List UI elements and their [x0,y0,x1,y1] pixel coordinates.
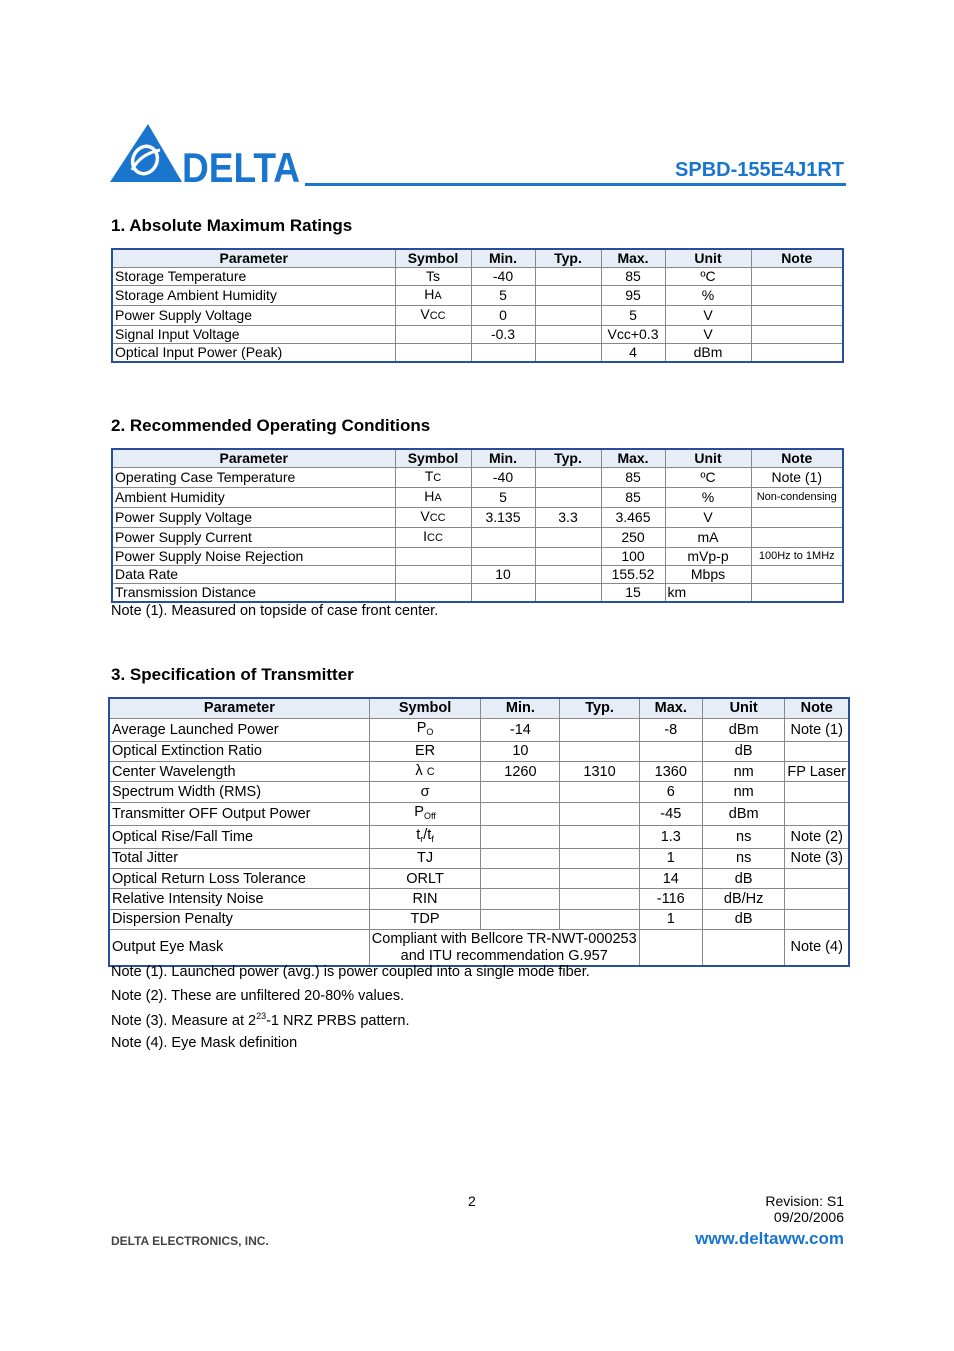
section3-note2: Note (2). These are unfiltered 20-80% values. [111,988,405,1004]
cell [395,566,471,584]
col-header: Typ. [560,698,639,718]
cell: λ C [369,762,481,782]
cell: Dispersion Penalty [109,909,369,929]
table-row [109,909,849,929]
cell: mA [665,528,751,548]
cell: $t_r/t_f$ [369,825,481,848]
cell [481,868,560,888]
cell: ºC [665,268,751,286]
cell: Operating Case Temperature [112,468,395,488]
cell: Optical Extinction Ratio [109,741,369,761]
cell: 0 [471,306,535,326]
transmitter-spec-table [108,697,850,967]
cell: 3.465 [601,508,665,528]
table-row [112,286,843,306]
col-header: Unit [665,449,751,468]
cell: dB [702,741,785,761]
cell: 1360 [639,762,702,782]
cell: 4 [601,344,665,363]
section2-title: 2. Recommended Operating Conditions [111,416,431,435]
cell [751,584,843,603]
company-name: DELTA ELECTRONICS, INC. [111,1234,269,1248]
cell: 14 [639,868,702,888]
cell: km [665,584,751,603]
col-header: Unit [665,249,751,268]
cell [535,584,601,603]
section3-note1: Note (1). Launched power (avg.) is power coupled into a single mode fiber. [111,964,590,980]
cell [702,929,785,966]
cell [785,802,849,825]
cell [535,548,601,566]
cell: V [665,508,751,528]
section1-title: 1. Absolute Maximum Ratings [111,216,353,235]
cell [785,889,849,909]
cell [639,741,702,761]
cell: 5 [471,286,535,306]
table-row [109,782,849,802]
cell: Optical Input Power (Peak) [112,344,395,363]
cell [785,909,849,929]
table-row [112,468,843,488]
header-rule [305,183,846,186]
cell: HA [395,286,471,306]
eye-mask-line1: Compliant with Bellcore TR-NWT-000253 [371,930,637,947]
cell: 5 [471,488,535,508]
cell [481,848,560,868]
eye-mask-line2: and ITU recommendation G.957 [400,947,608,964]
cell [751,286,843,306]
website-link[interactable]: www.deltaww.com [695,1229,844,1248]
cell: mVp-p [665,548,751,566]
cell: Optical Return Loss Tolerance [109,868,369,888]
col-header: Symbol [395,449,471,468]
cell: TC [395,468,471,488]
cell [395,326,471,344]
cell [560,782,639,802]
col-header: Note [785,698,849,718]
note3-text: -1 NRZ PRBS pattern. [266,1013,410,1029]
cell [535,468,601,488]
cell: Note (1) [785,718,849,741]
table-row [109,868,849,888]
cell: Relative Intensity Noise [109,889,369,909]
cell: Optical Rise/Fall Time [109,825,369,848]
cell: Transmission Distance [112,584,395,603]
cell: 3.3 [535,508,601,528]
cell: 10 [471,566,535,584]
cell [785,868,849,888]
cell: -14 [481,718,560,741]
cell: dB [702,909,785,929]
cell: 85 [601,488,665,508]
col-header: Note [751,249,843,268]
cell: HA [395,488,471,508]
cell: Center Wavelength [109,762,369,782]
cell [535,286,601,306]
cell: Ts [395,268,471,286]
cell [560,802,639,825]
cell: dBm [702,718,785,741]
cell: Data Rate [112,566,395,584]
cell: ER [369,741,481,761]
cell [751,566,843,584]
cell [560,825,639,848]
cell: -8 [639,718,702,741]
table-row [112,326,843,344]
cell: dBm [702,802,785,825]
cell [560,868,639,888]
cell: 1 [639,848,702,868]
cell: Power Supply Current [112,528,395,548]
cell: Total Jitter [109,848,369,868]
cell: Non-condensing [751,488,843,508]
cell: Transmitter OFF Output Power [109,802,369,825]
section3-note4: Note (4). Eye Mask definition [111,1035,298,1051]
cell: Storage Ambient Humidity [112,286,395,306]
cell [535,326,601,344]
cell: dBm [665,344,751,363]
cell: 155.52 [601,566,665,584]
cell: 6 [639,782,702,802]
table-row [112,528,843,548]
cell: FP Laser [785,762,849,782]
cell: -40 [471,468,535,488]
cell: Note (1) [751,468,843,488]
cell [535,268,601,286]
table-row [109,762,849,782]
table-row [109,802,849,825]
cell [560,718,639,741]
table-row [109,889,849,909]
section2-note: Note (1). Measured on topside of case front center. [111,603,439,619]
col-header: Max. [601,249,665,268]
cell: 95 [601,286,665,306]
cell [751,326,843,344]
cell [535,344,601,363]
col-header: Symbol [369,698,481,718]
table-row [109,848,849,868]
revision-block [765,1193,844,1225]
cell: ºC [665,468,751,488]
cell: 15 [601,584,665,603]
cell: 85 [601,268,665,286]
cell [560,909,639,929]
col-header: Typ. [535,449,601,468]
cell: ns [702,825,785,848]
col-header: Note [751,449,843,468]
cell: σ [369,782,481,802]
table-row [109,718,849,741]
cell [481,909,560,929]
table-row [112,306,843,326]
col-header: Unit [702,698,785,718]
absolute-max-ratings-table [111,248,844,363]
revision: Revision: S1 [765,1193,844,1209]
table-row [112,566,843,584]
cell: 100Hz to 1MHz [751,548,843,566]
cell [751,344,843,363]
model-number: SPBD-155E4J1RT [675,159,844,181]
cell: nm [702,782,785,802]
cell [395,548,471,566]
cell: 85 [601,468,665,488]
cell: ORLT [369,868,481,888]
cell [369,929,639,966]
cell: -116 [639,889,702,909]
cell: VCC [395,306,471,326]
cell: nm [702,762,785,782]
col-header: Symbol [395,249,471,268]
table-row [109,741,849,761]
cell: % [665,488,751,508]
cell [751,306,843,326]
cell [560,848,639,868]
cell: 1.3 [639,825,702,848]
note3-text: Note (3). Measure at 2 [111,1013,257,1029]
col-header: Parameter [112,449,395,468]
cell [785,782,849,802]
cell: Average Launched Power [109,718,369,741]
cell [751,268,843,286]
cell [481,889,560,909]
section3-title: 3. Specification of Transmitter [111,665,354,684]
note3-exponent: 23 [256,1011,267,1021]
table-row [109,929,849,966]
cell: Output Eye Mask [109,929,369,966]
col-header: Min. [481,698,560,718]
table-row [112,548,843,566]
cell: 3.135 [471,508,535,528]
cell: Vcc+0.3 [601,326,665,344]
cell: 1310 [560,762,639,782]
cell: -45 [639,802,702,825]
page-number: 2 [468,1193,476,1209]
cell: TJ [369,848,481,868]
cell: 100 [601,548,665,566]
cell [535,566,601,584]
cell: dB/Hz [702,889,785,909]
cell: Note (2) [785,825,849,848]
col-header: Max. [639,698,702,718]
cell: Mbps [665,566,751,584]
cell: 1260 [481,762,560,782]
cell: 5 [601,306,665,326]
cell [785,741,849,761]
cell: 1 [639,909,702,929]
cell [535,528,601,548]
cell: $P_{Off}$ [369,802,481,825]
cell: $P_O$ [369,718,481,741]
cell: V [665,326,751,344]
recommended-conditions-table [111,448,844,603]
cell: Signal Input Voltage [112,326,395,344]
cell [481,782,560,802]
section3-note3 [111,1011,410,1029]
cell [751,508,843,528]
cell [639,929,702,966]
cell: Spectrum Width (RMS) [109,782,369,802]
cell: -0.3 [471,326,535,344]
cell [751,528,843,548]
cell [395,584,471,603]
cell: TDP [369,909,481,929]
cell [535,306,601,326]
col-header: Min. [471,449,535,468]
cell: RIN [369,889,481,909]
cell: Storage Temperature [112,268,395,286]
cell [535,488,601,508]
cell: Power Supply Noise Rejection [112,548,395,566]
cell: -40 [471,268,535,286]
cell: Power Supply Voltage [112,306,395,326]
cell: V [665,306,751,326]
cell [395,344,471,363]
cell [560,889,639,909]
cell: Note (4) [785,929,849,966]
cell [471,344,535,363]
table-row [112,584,843,603]
delta-logo [110,124,302,191]
logo-wordmark: DELTA [182,144,300,191]
table-row [112,508,843,528]
cell [471,528,535,548]
cell [481,825,560,848]
table-row [112,268,843,286]
cell: ns [702,848,785,868]
cell: 250 [601,528,665,548]
table-row [112,344,843,363]
col-header: Typ. [535,249,601,268]
cell: 10 [481,741,560,761]
col-header: Max. [601,449,665,468]
cell: dB [702,868,785,888]
col-header: Parameter [112,249,395,268]
cell [471,584,535,603]
cell: Power Supply Voltage [112,508,395,528]
cell: Note (3) [785,848,849,868]
col-header: Min. [471,249,535,268]
revision-date: 09/20/2006 [773,1209,844,1225]
table-row [109,825,849,848]
cell: ICC [395,528,471,548]
col-header: Parameter [109,698,369,718]
cell [481,802,560,825]
cell: Ambient Humidity [112,488,395,508]
cell: % [665,286,751,306]
cell [471,548,535,566]
table-row [112,488,843,508]
cell: VCC [395,508,471,528]
cell [560,741,639,761]
